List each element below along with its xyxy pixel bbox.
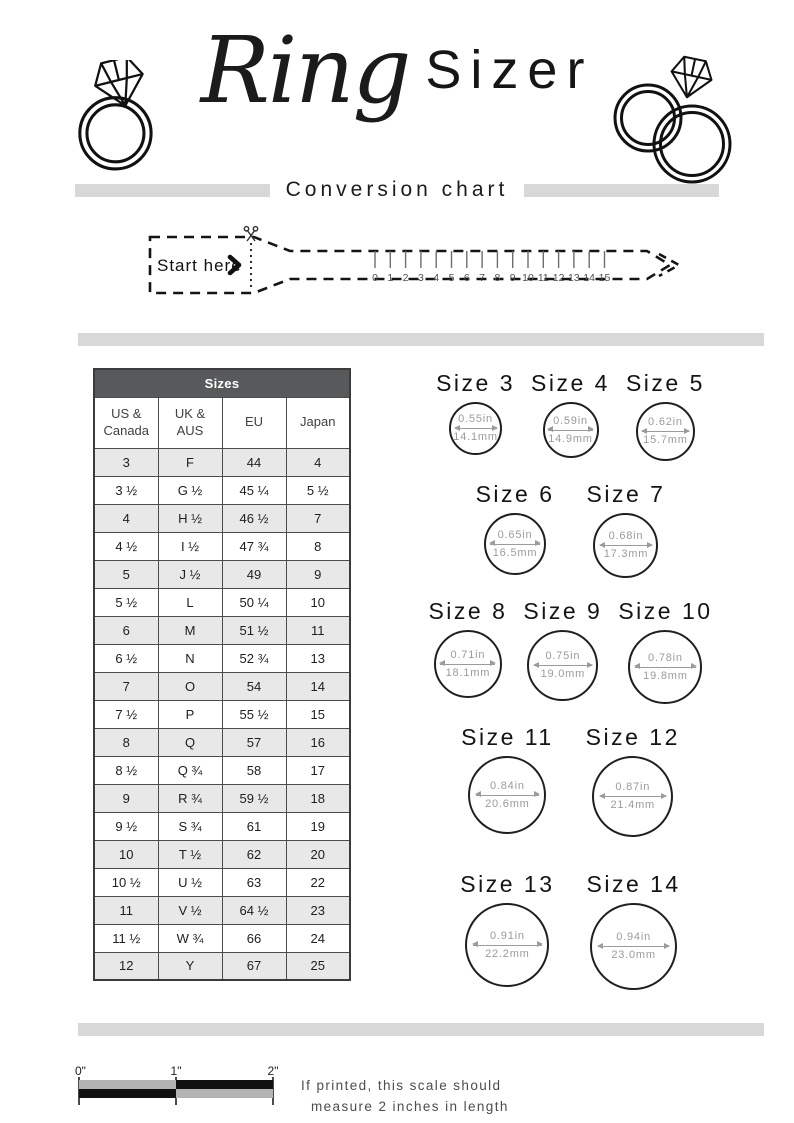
size-item <box>436 370 515 455</box>
cell-japan: 14 <box>286 672 350 700</box>
svg-text:14: 14 <box>583 272 596 284</box>
size-circle <box>543 402 599 458</box>
cell-uk-aus: I ½ <box>158 532 222 560</box>
size-circles-panel <box>375 368 794 1010</box>
diameter-inches: 0.75in <box>545 650 581 663</box>
cell-us-canada: 3 ½ <box>94 476 158 504</box>
cell-us-canada: 7 ½ <box>94 700 158 728</box>
cell-eu: 45 ¼ <box>222 476 286 504</box>
cell-uk-aus: O <box>158 672 222 700</box>
size-label: Size 5 <box>625 370 705 396</box>
cell-uk-aus: S ¾ <box>158 812 222 840</box>
cell-uk-aus: V ½ <box>158 896 222 924</box>
size-circle <box>465 903 549 987</box>
cell-eu: 46 ½ <box>222 504 286 532</box>
size-row <box>375 598 766 704</box>
cell-us-canada: 9 <box>94 784 158 812</box>
diameter-inches: 0.84in <box>489 779 525 792</box>
diameter-arrow-icon <box>642 431 689 432</box>
table-row <box>94 784 350 812</box>
diameter-mm: 16.5mm <box>492 546 538 559</box>
table-title: Sizes <box>94 369 350 397</box>
cell-eu: 54 <box>222 672 286 700</box>
cell-eu: 44 <box>222 448 286 476</box>
print-scale-ruler <box>75 1064 287 1112</box>
diameter-mm: 17.3mm <box>603 548 649 560</box>
sizer-ruler-ticks <box>372 251 610 284</box>
table-column-header: US & Canada <box>94 397 158 448</box>
cell-japan: 5 ½ <box>286 476 350 504</box>
cell-us-canada: 7 <box>94 672 158 700</box>
size-item <box>587 871 681 990</box>
table-row <box>94 532 350 560</box>
table-column-headers <box>94 397 350 448</box>
table-column-header: EU <box>222 397 286 448</box>
print-note <box>301 1064 509 1118</box>
size-circle <box>593 513 658 578</box>
size-row <box>375 370 766 461</box>
cell-us-canada: 3 <box>94 448 158 476</box>
size-item <box>531 370 610 458</box>
table-row <box>94 840 350 868</box>
svg-text:7: 7 <box>479 272 486 284</box>
diameter-mm: 14.1mm <box>453 431 498 443</box>
svg-text:2: 2 <box>402 272 409 284</box>
size-circle <box>449 402 502 455</box>
diameter-arrow-icon <box>600 796 666 797</box>
cell-us-canada: 4 ½ <box>94 532 158 560</box>
cell-us-canada: 5 ½ <box>94 588 158 616</box>
main-content <box>93 368 794 1010</box>
size-label: Size 14 <box>586 871 681 897</box>
size-circle <box>527 630 598 701</box>
size-label: Size 12 <box>585 724 680 750</box>
cell-uk-aus: Y <box>158 952 222 980</box>
size-circle <box>592 756 673 837</box>
cell-uk-aus: W ¾ <box>158 924 222 952</box>
cell-eu: 63 <box>222 868 286 896</box>
size-circle <box>468 756 546 834</box>
cell-eu: 66 <box>222 924 286 952</box>
cell-japan: 23 <box>286 896 350 924</box>
size-item <box>523 598 602 701</box>
size-label: Size 13 <box>460 871 555 897</box>
diameter-mm: 20.6mm <box>485 797 530 810</box>
table-row <box>94 616 350 644</box>
diameter-inches: 0.91in <box>490 929 525 942</box>
ruler-label-0: 0" <box>75 1064 86 1078</box>
ruler-label-2: 2" <box>267 1064 279 1078</box>
ruler-label-1: 1" <box>170 1064 182 1078</box>
size-label: Size 9 <box>523 598 603 624</box>
diameter-arrow-icon <box>635 667 695 668</box>
svg-text:0: 0 <box>372 272 378 284</box>
table-row <box>94 868 350 896</box>
cell-us-canada: 11 ½ <box>94 924 158 952</box>
diameter-arrow-icon <box>476 795 540 796</box>
cell-us-canada: 12 <box>94 952 158 980</box>
svg-text:1: 1 <box>387 272 394 284</box>
diameter-inches: 0.65in <box>497 528 533 541</box>
size-circle <box>590 903 677 990</box>
table-row <box>94 924 350 952</box>
start-here-label: Start here <box>157 256 242 275</box>
diameter-arrow-icon <box>490 544 540 545</box>
section-divider-top <box>78 333 764 346</box>
table-row <box>94 952 350 980</box>
size-item <box>618 598 712 704</box>
cell-japan: 9 <box>286 560 350 588</box>
cell-uk-aus: R ¾ <box>158 784 222 812</box>
svg-text:12: 12 <box>552 272 565 284</box>
size-label: Size 8 <box>428 598 508 624</box>
print-note-line2: measure 2 inches in length <box>311 1098 509 1114</box>
size-circle <box>628 630 702 704</box>
table-row <box>94 672 350 700</box>
table-column-header: Japan <box>286 397 350 448</box>
cell-us-canada: 10 ½ <box>94 868 158 896</box>
size-label: Size 11 <box>461 724 554 750</box>
cell-us-canada: 9 ½ <box>94 812 158 840</box>
cell-us-canada: 10 <box>94 840 158 868</box>
double-rings-icon <box>602 46 742 186</box>
title-script-word: Ring <box>200 17 410 124</box>
svg-text:8: 8 <box>494 272 501 284</box>
cell-eu: 52 ¾ <box>222 644 286 672</box>
svg-text:6: 6 <box>463 272 470 284</box>
cell-uk-aus: N <box>158 644 222 672</box>
size-item <box>461 724 554 834</box>
cell-eu: 51 ½ <box>222 616 286 644</box>
cell-uk-aus: F <box>158 448 222 476</box>
cell-japan: 25 <box>286 952 350 980</box>
diameter-arrow-icon <box>473 945 542 946</box>
cell-japan: 11 <box>286 616 350 644</box>
size-item <box>428 598 507 698</box>
cell-eu: 58 <box>222 756 286 784</box>
svg-text:10: 10 <box>522 272 534 284</box>
cell-uk-aus: L <box>158 588 222 616</box>
size-label: Size 3 <box>436 370 516 396</box>
cell-uk-aus: Q <box>158 728 222 756</box>
diameter-inches: 0.71in <box>450 648 486 661</box>
size-item <box>476 481 555 575</box>
table-row <box>94 448 350 476</box>
cell-eu: 50 ¼ <box>222 588 286 616</box>
ring-sizer-tool <box>142 224 687 306</box>
diameter-mm: 19.8mm <box>643 669 688 682</box>
svg-text:3: 3 <box>417 272 424 284</box>
diameter-inches: 0.87in <box>615 781 651 794</box>
diameter-inches: 0.68in <box>608 530 644 543</box>
cell-us-canada: 6 ½ <box>94 644 158 672</box>
diameter-mm: 15.7mm <box>643 434 688 446</box>
cell-japan: 7 <box>286 504 350 532</box>
size-circle <box>484 513 546 575</box>
conversion-table <box>93 368 351 981</box>
cell-eu: 61 <box>222 812 286 840</box>
cell-japan: 19 <box>286 812 350 840</box>
diameter-arrow-icon <box>534 665 592 666</box>
diameter-inches: 0.94in <box>616 931 651 944</box>
cell-eu: 67 <box>222 952 286 980</box>
cell-uk-aus: G ½ <box>158 476 222 504</box>
footer <box>75 1064 794 1118</box>
cell-japan: 13 <box>286 644 350 672</box>
cell-eu: 55 ½ <box>222 700 286 728</box>
diameter-mm: 21.4mm <box>610 799 656 811</box>
cell-japan: 15 <box>286 700 350 728</box>
diameter-inches: 0.78in <box>648 651 683 664</box>
cell-uk-aus: Q ¾ <box>158 756 222 784</box>
cell-japan: 17 <box>286 756 350 784</box>
cell-us-canada: 5 <box>94 560 158 588</box>
size-item <box>626 370 705 461</box>
svg-text:4: 4 <box>433 272 440 284</box>
svg-text:15: 15 <box>598 272 611 284</box>
size-circle <box>636 402 695 461</box>
table-row <box>94 756 350 784</box>
cell-uk-aus: J ½ <box>158 560 222 588</box>
cell-japan: 10 <box>286 588 350 616</box>
cell-japan: 22 <box>286 868 350 896</box>
cell-eu: 59 ½ <box>222 784 286 812</box>
size-circle <box>434 630 502 698</box>
cell-eu: 47 ¾ <box>222 532 286 560</box>
cell-eu: 62 <box>222 840 286 868</box>
cell-japan: 20 <box>286 840 350 868</box>
table-row <box>94 644 350 672</box>
table-row <box>94 812 350 840</box>
diameter-mm: 22.2mm <box>485 947 530 960</box>
cell-us-canada: 11 <box>94 896 158 924</box>
diameter-mm: 23.0mm <box>611 949 656 961</box>
cell-uk-aus: H ½ <box>158 504 222 532</box>
diameter-arrow-icon <box>455 428 497 429</box>
cell-us-canada: 8 ½ <box>94 756 158 784</box>
size-row <box>375 724 766 837</box>
cell-eu: 64 ½ <box>222 896 286 924</box>
size-label: Size 10 <box>618 598 713 624</box>
table-row <box>94 588 350 616</box>
size-label: Size 4 <box>531 370 610 396</box>
diameter-inches: 0.59in <box>553 414 588 427</box>
cell-japan: 4 <box>286 448 350 476</box>
diameter-inches: 0.55in <box>458 413 493 426</box>
cell-us-canada: 6 <box>94 616 158 644</box>
cell-japan: 16 <box>286 728 350 756</box>
print-note-line1: If printed, this scale should <box>301 1078 502 1093</box>
diameter-arrow-icon <box>600 545 652 546</box>
svg-text:13: 13 <box>568 272 580 284</box>
table-row <box>94 504 350 532</box>
table-body <box>94 448 350 980</box>
section-divider-bottom <box>78 1023 764 1036</box>
diameter-arrow-icon <box>440 664 495 665</box>
diameter-mm: 18.1mm <box>445 666 491 679</box>
svg-text:5: 5 <box>448 272 455 284</box>
cell-uk-aus: M <box>158 616 222 644</box>
diameter-inches: 0.62in <box>648 416 683 429</box>
size-item <box>587 481 666 578</box>
diameter-arrow-icon <box>548 430 593 431</box>
cell-japan: 8 <box>286 532 350 560</box>
size-item <box>586 724 680 837</box>
table-row <box>94 728 350 756</box>
cell-uk-aus: P <box>158 700 222 728</box>
subtitle-bar-left <box>75 184 270 197</box>
diameter-mm: 14.9mm <box>548 432 593 445</box>
subtitle: Conversion chart <box>285 178 509 201</box>
table-row <box>94 700 350 728</box>
size-row <box>375 871 766 990</box>
header <box>0 0 794 170</box>
svg-text:9: 9 <box>509 272 516 284</box>
table-row <box>94 560 350 588</box>
svg-text:11: 11 <box>537 272 549 284</box>
cell-eu: 49 <box>222 560 286 588</box>
cell-us-canada: 4 <box>94 504 158 532</box>
table-row <box>94 896 350 924</box>
cell-uk-aus: T ½ <box>158 840 222 868</box>
cell-us-canada: 8 <box>94 728 158 756</box>
table-column-header: UK & AUS <box>158 397 222 448</box>
size-row <box>375 481 766 578</box>
diameter-mm: 19.0mm <box>540 668 586 680</box>
cell-japan: 24 <box>286 924 350 952</box>
table-row <box>94 476 350 504</box>
size-item <box>460 871 554 987</box>
diameter-arrow-icon <box>598 946 669 947</box>
cell-japan: 18 <box>286 784 350 812</box>
size-label: Size 6 <box>475 481 555 507</box>
cell-eu: 57 <box>222 728 286 756</box>
cell-uk-aus: U ½ <box>158 868 222 896</box>
title-plain-word: Sizer <box>425 40 594 100</box>
size-label: Size 7 <box>586 481 666 507</box>
